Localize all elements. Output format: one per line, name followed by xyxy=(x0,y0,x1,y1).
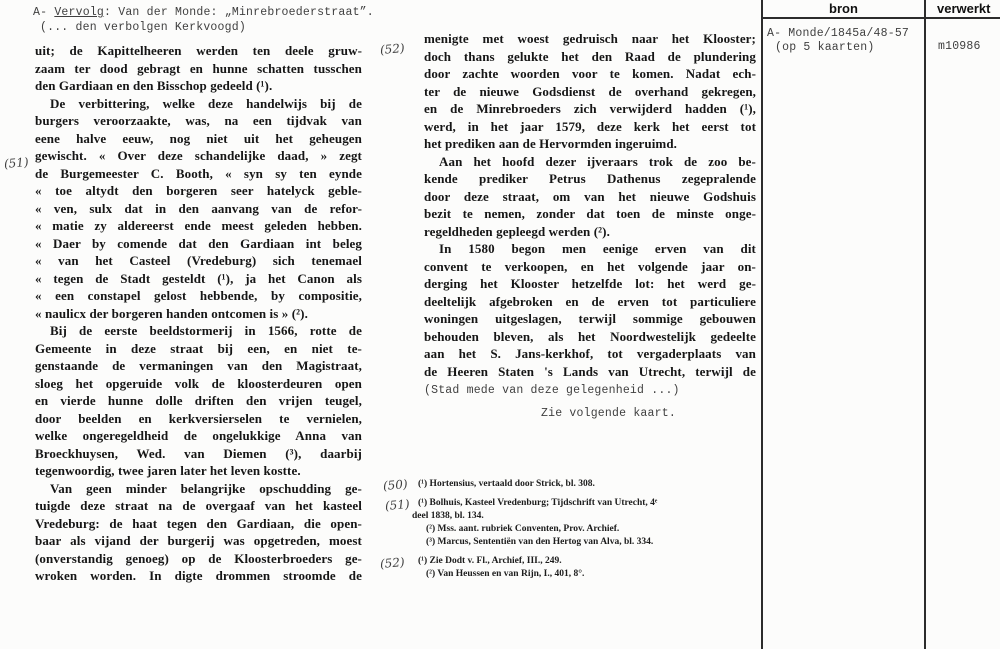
printed-text-line: « ven, sulx dat in den aanvang van de refor- xyxy=(35,200,362,216)
printed-text-line: door beelden en kerkversierselen te vernielen, xyxy=(35,410,362,426)
printed-text-line: ter de nieuwe Godsdienst de overhand gekregen, xyxy=(424,83,756,99)
printed-text-line: door deze straat, om van het nieuwe Godshuis xyxy=(424,188,756,204)
printed-text-line: menigte met woest gedruisch naar het Klooster; xyxy=(424,31,756,46)
column-header-bron: bron xyxy=(829,1,858,16)
printed-text-line: het prediken aan de Hervormden ingeruimd. xyxy=(424,136,678,151)
footnote-line: deel 1838, bl. 134. xyxy=(412,511,484,521)
header-prefix: A- xyxy=(33,6,55,19)
printed-text-line: « van het Casteel (Vredeburg) sich tenemael xyxy=(35,253,362,268)
handwritten-footnote-margin-51: (51) xyxy=(384,496,411,514)
typewriter-insert-line: (Stad mede van deze gelegenheid ...) xyxy=(424,384,680,397)
printed-text-line: (onverstandig genoeg) op de Kloosterbroeders ge- xyxy=(35,550,362,566)
printed-text-line: en de Minrebroeders zich verwijderd hadden (¹), xyxy=(424,101,756,116)
printed-text-line: bezit te nemen, zonder dat toen de minste onge- xyxy=(424,206,756,221)
printed-text-line: Aan het hoofd dezer ijveraars trok de zoo be- xyxy=(439,153,756,169)
printed-text-line: tegenwoordig, twee jaren later het leven kostte. xyxy=(35,463,301,478)
printed-text-line: den Gardiaan en den Bisschop gedeeld (¹). xyxy=(35,78,273,93)
printed-text-line: uit; de Kapittelheeren werden ten deele gruw- xyxy=(35,43,362,58)
printed-text-line: behouden bleven, als het Noordwestelijk gedeelte xyxy=(424,328,756,344)
handwritten-footnote-margin-50: (50) xyxy=(382,476,409,494)
printed-text-line: door zachte woorden voor te komen. Nadat ech- xyxy=(424,66,756,81)
printed-text-line: eene halve eeuw, nog niet uit het geheugen xyxy=(35,130,362,146)
typewriter-header-line1 xyxy=(33,6,374,19)
printed-text-line: werd, in het jaar 1579, deze kerk het eerst tot xyxy=(424,118,756,134)
bron-entry-line1: A- Monde/1845a/48-57 xyxy=(767,27,910,40)
table-left-border xyxy=(761,0,763,649)
printed-text-line: « een constapel gelost hebbende, by compositie, xyxy=(35,288,362,303)
printed-text-line: en vierde hunne dolle driften den vrijen teugel, xyxy=(35,393,362,408)
printed-text-line: deeltelijk afgebroken en de erven tot particuliere xyxy=(424,293,756,309)
printed-text-line: Van geen minder belangrijke opschudding ge- xyxy=(50,480,362,496)
printed-text-line: woningen uitgeslagen, terwijl sommige gebouwen xyxy=(424,311,756,326)
printed-text-line: Broeckhuysen, Wed. van Diemen (³), daarbij xyxy=(35,445,362,461)
column-header-verwerkt: verwerkt xyxy=(937,1,991,16)
footnotes-block xyxy=(412,478,757,581)
typewriter-see-next-card: Zie volgende kaart. xyxy=(541,407,676,420)
printed-text-line: de Burgemeester C. Booth, « syn sy ten eynde xyxy=(35,165,362,181)
printed-text-line: In 1580 begon men eenige erven van dit xyxy=(439,241,756,256)
printed-text-line: De verbittering, welke deze handelwijs bij de xyxy=(50,95,362,111)
table-column-divider xyxy=(924,0,926,649)
printed-text-line: Gemeente in deze straat bij een, en niet te- xyxy=(35,340,362,356)
footnote-line: (¹) Hortensius, vertaald door Strick, bl. 308. xyxy=(418,479,595,489)
printed-text-line: zaam ter dood gebragt en hunne schatten tusschen xyxy=(35,60,362,76)
printed-text-line: genstaande de vermaningen van den Magistraat, xyxy=(35,358,362,373)
header-rest: : Van der Monde: „Minrebroederstraat”. xyxy=(104,6,374,19)
footnote-line: (¹) Zie Dodt v. Fl., Archief, III., 249. xyxy=(418,556,562,566)
printed-text-line: derging het Klooster hetzelfde lot: het werd ge- xyxy=(424,276,756,291)
printed-text-line: de Heeren Staten 's Lands van Utrecht, terwijl de xyxy=(424,363,756,379)
printed-text-line: « matie zy aldereerst ende meest geleden hebben. xyxy=(35,218,362,233)
printed-text-line: wroken worden. In digte drommen stroomde de xyxy=(35,568,362,583)
printed-text-line: convent te verkoopen, en het volgende jaar on- xyxy=(424,258,756,274)
verwerkt-entry: m10986 xyxy=(938,40,981,53)
typewriter-header-line2: (... den verbolgen Kerkvoogd) xyxy=(40,21,246,34)
printed-text-line: baar als vijand der burgerij was opgetreden, moest xyxy=(35,533,362,548)
printed-text-line: Bij de eerste beeldstormerij in 1566, rotte de xyxy=(50,323,362,338)
footnote-line: (²) Mss. aant. rubriek Conventen, Prov. Archief. xyxy=(426,524,620,534)
handwritten-margin-number-52-right: (52) xyxy=(379,40,406,58)
printed-text-line: « Daer by comende dat den Gardiaan int beleg xyxy=(35,235,362,251)
handwritten-margin-number-51-left: (51) xyxy=(3,154,30,172)
printed-text-line: tuigde deze straat na de overgaaf van het kasteel xyxy=(35,498,362,513)
printed-text-line: welke ongeregeldheid de ongelukkige Anna van xyxy=(35,428,362,443)
handwritten-footnote-margin-52: (52) xyxy=(379,554,406,572)
printed-text-left-column xyxy=(35,42,362,585)
printed-text-line: gewischt. « Over deze schandelijke daad, » zegt xyxy=(35,148,362,163)
footnote-line: (²) Van Heussen en van Rijn, I., 401, 8°. xyxy=(426,569,585,579)
table-header-underline xyxy=(761,17,1000,19)
printed-text-right-column xyxy=(424,30,756,380)
printed-text-line: aan het S. Jans-kerkhof, tot vergaderplaats van xyxy=(424,346,756,361)
printed-text-line: « naulicx der borgeren handen ontcomen is » (²). xyxy=(35,305,308,321)
printed-text-line: « tegen de Stadt gesteldt (¹), ja het Canon als xyxy=(35,270,362,286)
footnote-line: (¹) Bolhuis, Kasteel Vredenburg; Tijdschrift van Utrecht, 4ᵉ xyxy=(418,498,658,508)
printed-text-line: burgers veroorzaakte, was, na een tijdvak van xyxy=(35,113,362,128)
bron-entry-line2: (op 5 kaarten) xyxy=(775,41,875,54)
printed-text-line: sloeg het opgeruide volk de kloosterdeuren open xyxy=(35,375,362,391)
printed-text-line: kende prediker Petrus Dathenus zegepralende xyxy=(424,171,756,186)
printed-text-line: Vredeburg: de haat tegen den Gardiaan, die open- xyxy=(35,515,362,531)
footnote-line: (³) Marcus, Sententiën van den Hertog van Alva, bl. 334. xyxy=(426,537,654,547)
printed-text-line: regeldheden gepleegd werden (²). xyxy=(424,223,610,239)
printed-text-line: doch thans gelukte het den Raad de plundering xyxy=(424,48,756,64)
header-underlined-word: Vervolg xyxy=(54,6,105,19)
printed-text-line: « toe altydt den borgeren seer hatelyck geble- xyxy=(35,183,362,198)
